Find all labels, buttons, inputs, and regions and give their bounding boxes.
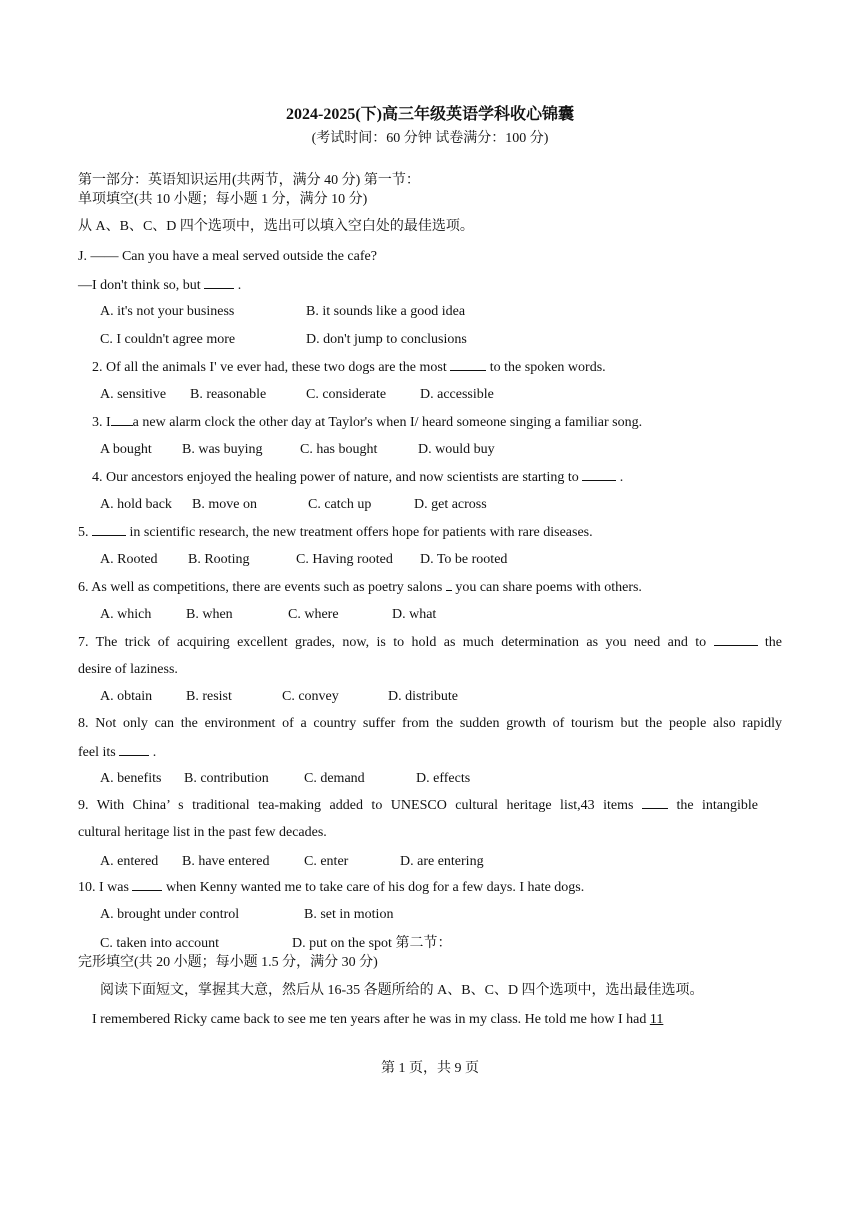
answer-blank <box>446 578 452 591</box>
q2-option-c: C. considerate <box>306 387 387 402</box>
answer-blank <box>132 878 162 891</box>
question-1-stem: J. —— Can you have a meal served outside the cafe? <box>78 249 377 264</box>
q8-option-d: D. effects <box>416 771 471 786</box>
q9-option-b: B. have entered <box>182 854 270 869</box>
q4-option-b: B. move on <box>192 497 257 512</box>
q2-option-a: A. sensitive <box>100 387 167 402</box>
question-9-stem-cont: cultural heritage list in the past few decades. <box>78 825 327 840</box>
q5-option-a: A. Rooted <box>100 552 158 567</box>
question-3-stem <box>92 413 642 432</box>
passage-first-line <box>92 1011 663 1029</box>
answer-blank <box>204 276 234 289</box>
q3-option-b: B. was buying <box>182 442 263 457</box>
document-subtitle: (考试时间：60 分钟 试卷满分：100 分) <box>311 131 549 146</box>
question-9-text-2: the intangible <box>676 798 759 813</box>
q6-option-b: B. when <box>186 607 233 622</box>
section1-instruction: 从 A、B、C、D 四个选项中，选出可以填入空白处的最佳选项。 <box>78 219 474 234</box>
answer-blank <box>450 358 486 371</box>
q1-option-b: B. it sounds like a good idea <box>306 304 466 319</box>
q5-option-d: D. To be rooted <box>420 552 508 567</box>
question-9-stem <box>78 796 758 815</box>
q9-option-c: C. enter <box>304 854 349 869</box>
section2-instruction: 阅读下面短文，掌握其大意，然后从 16-35 各题所给的 A、B、C、D 四个选项中，选出最佳选项。 <box>100 983 704 998</box>
q7-option-b: B. resist <box>186 689 232 704</box>
passage-text: I remembered Ricky came back to see me ten years after he was in my class. He told me how I had <box>92 1012 647 1027</box>
question-4-stem <box>92 468 623 487</box>
question-4-text-1: 4. Our ancestors enjoyed the healing power of nature, and now scientists are starting to <box>92 470 579 485</box>
q10-option-b: B. set in motion <box>304 907 394 922</box>
question-2-text-1: 2. Of all the animals I' ve ever had, these two dogs are the most <box>92 360 447 375</box>
answer-blank <box>119 743 149 756</box>
q7-option-a: A. obtain <box>100 689 153 704</box>
question-7-text-1: 7. The trick of acquiring excellent grades, now, is to hold as much determination as you need and to <box>78 635 707 650</box>
q10-option-c: C. taken into account <box>100 936 219 951</box>
question-8-stem-cont <box>78 743 156 762</box>
question-5-text-2: in scientific research, the new treatment offers hope for patients with rare diseases. <box>129 525 593 540</box>
q4-option-a: A. hold back <box>100 497 172 512</box>
q7-option-d: D. distribute <box>388 689 458 704</box>
question-7-stem <box>78 633 782 652</box>
question-1-reply-text: —I don't think so, but <box>78 278 201 293</box>
page-number: 第 1 页，共 9 页 <box>381 1061 479 1076</box>
q9-option-d: D. are entering <box>400 854 484 869</box>
question-2-stem <box>92 358 606 377</box>
answer-blank <box>642 796 668 809</box>
q8-option-b: B. contribution <box>184 771 269 786</box>
q4-option-d: D. get across <box>414 497 487 512</box>
q6-option-c: C. where <box>288 607 339 622</box>
document-title: 2024-2025(下)高三年级英语学科收心锦囊 <box>286 106 574 123</box>
question-1-reply-end: . <box>237 278 242 293</box>
question-8-text-2: feel its <box>78 745 116 760</box>
section2-title: 完形填空(共 20 小题；每小题 1.5 分，满分 30 分) <box>78 955 378 970</box>
question-5-text-1: 5. <box>78 525 89 540</box>
q9-option-a: A. entered <box>100 854 159 869</box>
q5-option-b: B. Rooting <box>188 552 250 567</box>
question-1-reply <box>78 276 241 295</box>
question-6-text-2: you can share poems with others. <box>455 580 642 595</box>
question-9-text-1: 9. With China’ s traditional tea-making added to UNESCO cultural heritage list,43 items <box>78 798 634 813</box>
q4-option-c: C. catch up <box>308 497 372 512</box>
q8-option-a: A. benefits <box>100 771 162 786</box>
q1-option-a: A. it's not your business <box>100 304 235 319</box>
question-10-text-2: when Kenny wanted me to take care of his dog for a few days. I hate dogs. <box>165 880 585 895</box>
question-10-stem <box>78 878 584 897</box>
question-3-text-1: 3. I <box>92 415 111 430</box>
q6-option-d: D. what <box>392 607 437 622</box>
answer-blank <box>111 413 133 426</box>
q2-option-d: D. accessible <box>420 387 494 402</box>
answer-blank <box>92 523 126 536</box>
q3-option-d: D. would buy <box>418 442 495 457</box>
question-2-text-2: to the spoken words. <box>489 360 606 375</box>
q5-option-c: C. Having rooted <box>296 552 393 567</box>
answer-blank <box>582 468 616 481</box>
q1-option-c: C. I couldn't agree more <box>100 332 236 347</box>
question-8-text-3: . <box>152 745 157 760</box>
question-6-stem <box>78 578 642 597</box>
q6-option-a: A. which <box>100 607 152 622</box>
q10-option-a: A. brought under control <box>100 907 240 922</box>
q3-option-a: A bought <box>100 442 152 457</box>
q8-option-c: C. demand <box>304 771 365 786</box>
question-4-text-2: . <box>619 470 624 485</box>
part1-heading: 第一部分：英语知识运用(共两节，满分 40 分) 第一节： <box>78 173 420 188</box>
q7-option-c: C. convey <box>282 689 339 704</box>
question-6-text-1: 6. As well as competitions, there are events such as poetry salons <box>78 580 443 595</box>
q3-option-c: C. has bought <box>300 442 378 457</box>
q10-option-d: D. put on the spot 第二节： <box>292 936 452 951</box>
question-8-stem: 8. Not only can the environment of a country suffer from the sudden growth of tourism but the people also rapidly <box>78 716 782 731</box>
question-5-stem <box>78 523 593 542</box>
question-7-stem-cont: desire of laziness. <box>78 662 178 677</box>
q2-option-b: B. reasonable <box>190 387 267 402</box>
section1-title: 单项填空(共 10 小题；每小题 1 分，满分 10 分) <box>78 192 368 207</box>
question-7-text-2: the <box>764 635 783 650</box>
question-10-text-1: 10. I was <box>78 880 129 895</box>
question-3-text-2: a new alarm clock the other day at Taylor's when I/ heard someone singing a familiar song. <box>132 415 643 430</box>
q1-option-d: D. don't jump to conclusions <box>306 332 467 347</box>
answer-blank <box>714 633 758 646</box>
blank-11: 11 <box>649 1012 664 1027</box>
